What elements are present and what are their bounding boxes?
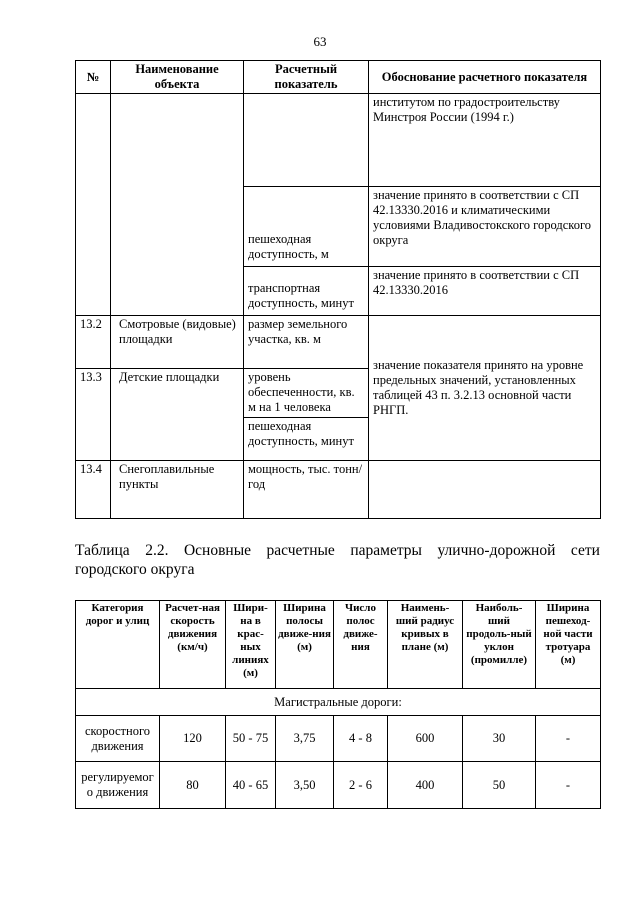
table-caption [75, 541, 600, 579]
table1-cell-empty [369, 461, 601, 519]
table2-header-max-slope: Наиболь-ший продоль-ный уклон (промилле) [463, 601, 536, 689]
table1-cell-name: Смотровые (видовые) площадки [111, 316, 244, 369]
table2-cell: 40 - 65 [226, 762, 276, 809]
table1-cell-indicator: уровень обеспеченности, кв. м на 1 человека [244, 369, 369, 418]
page-number: 63 [313, 34, 327, 49]
table2-cell: 30 [463, 716, 536, 762]
table2-cell-category: скоростного движения [76, 716, 160, 762]
table-row [76, 762, 601, 809]
table1-cell-ped-indicator: пешеходная доступность, м [244, 187, 369, 267]
table1-cell-indicator: размер земельного участка, кв. м [244, 316, 369, 369]
table1-cell-indicator-empty [244, 94, 369, 187]
table2-section-title: Магистральные дороги: [76, 689, 601, 716]
table1-cell-trans-indicator: транспортная доступность, минут [244, 267, 369, 316]
table2-section-row [76, 689, 601, 716]
table2-cell: 80 [160, 762, 226, 809]
table1-cell-continuation: институтом по градостроительству Минстроя России (1994 г.) [369, 94, 601, 187]
indicators-table [75, 60, 601, 519]
table1-header-row [76, 61, 601, 94]
table2-header-width-red-lines: Шири-на в крас-ных линиях (м) [226, 601, 276, 689]
table2-cell: - [536, 716, 601, 762]
caption-line-2: городского округа [75, 561, 195, 578]
table-row [76, 716, 601, 762]
table1-header-num: № [76, 61, 111, 94]
table1-cell-name: Детские площадки [111, 369, 244, 461]
table1-cell-merged-basis: значение показателя принято на уровне предельных значений, установленных таблицей 43 п. 3.2.13 основной части РНГП. [369, 316, 601, 461]
caption-word: параметры [350, 542, 422, 559]
table1-cell-num: 13.4 [76, 461, 111, 519]
caption-word: расчетные [266, 542, 335, 559]
table1-cell-trans-basis: значение принято в соответствии с СП 42.13330.2016 [369, 267, 601, 316]
caption-word: улично-дорожной [437, 542, 556, 559]
caption-word: Таблица [75, 542, 130, 559]
caption-line-1 [75, 541, 600, 560]
table2-cell: 50 - 75 [226, 716, 276, 762]
table2-cell: 2 - 6 [334, 762, 388, 809]
table2-cell: 50 [463, 762, 536, 809]
table2-cell: 120 [160, 716, 226, 762]
table2-header-min-radius: Наимень-ший радиус кривых в плане (м) [388, 601, 463, 689]
table1-cell-name: Снегоплавильные пункты [111, 461, 244, 519]
table1-cell-num: 13.3 [76, 369, 111, 461]
table1-cell-name-empty [111, 94, 244, 316]
table1-header-object: Наименование объекта [111, 61, 244, 94]
caption-word: 2.2. [145, 542, 169, 559]
table1-cell-indicator: мощность, тыс. тонн/ год [244, 461, 369, 519]
table2-cell: 400 [388, 762, 463, 809]
table2-header-sidewalk-width: Ширина пешеход-ной части тротуара (м) [536, 601, 601, 689]
table1-header-indicator: Расчетный показатель [244, 61, 369, 94]
table1-cell-num-empty [76, 94, 111, 316]
table2-header-category: Категория дорог и улиц [76, 601, 160, 689]
table2-cell: 4 - 8 [334, 716, 388, 762]
table1-header-basis: Обоснование расчетного показателя [369, 61, 601, 94]
table1-row-continuation [76, 94, 601, 187]
table1-cell-num: 13.2 [76, 316, 111, 369]
table2-header-speed: Расчет-ная скорость движения (км/ч) [160, 601, 226, 689]
table1-cell-indicator: пешеходная доступность, минут [244, 418, 369, 461]
table2-cell: 3,75 [276, 716, 334, 762]
table1-cell-ped-basis: значение принято в соответствии с СП 42.13330.2016 и климатическими условиями Владивостокского городского округа [369, 187, 601, 267]
table2-header-lane-count: Число полос движе-ния [334, 601, 388, 689]
table2-cell: 600 [388, 716, 463, 762]
table2-cell: - [536, 762, 601, 809]
table2-header-lane-width: Ширина полосы движе-ния (м) [276, 601, 334, 689]
table2-header-row [76, 601, 601, 689]
table2-cell: 3,50 [276, 762, 334, 809]
road-parameters-table [75, 600, 601, 809]
caption-word: Основные [183, 542, 252, 559]
table1-row-13-2 [76, 316, 601, 369]
table1-row-13-4 [76, 461, 601, 519]
caption-word: сети [570, 542, 600, 559]
table2-cell-category: регулируемог о движения [76, 762, 160, 809]
